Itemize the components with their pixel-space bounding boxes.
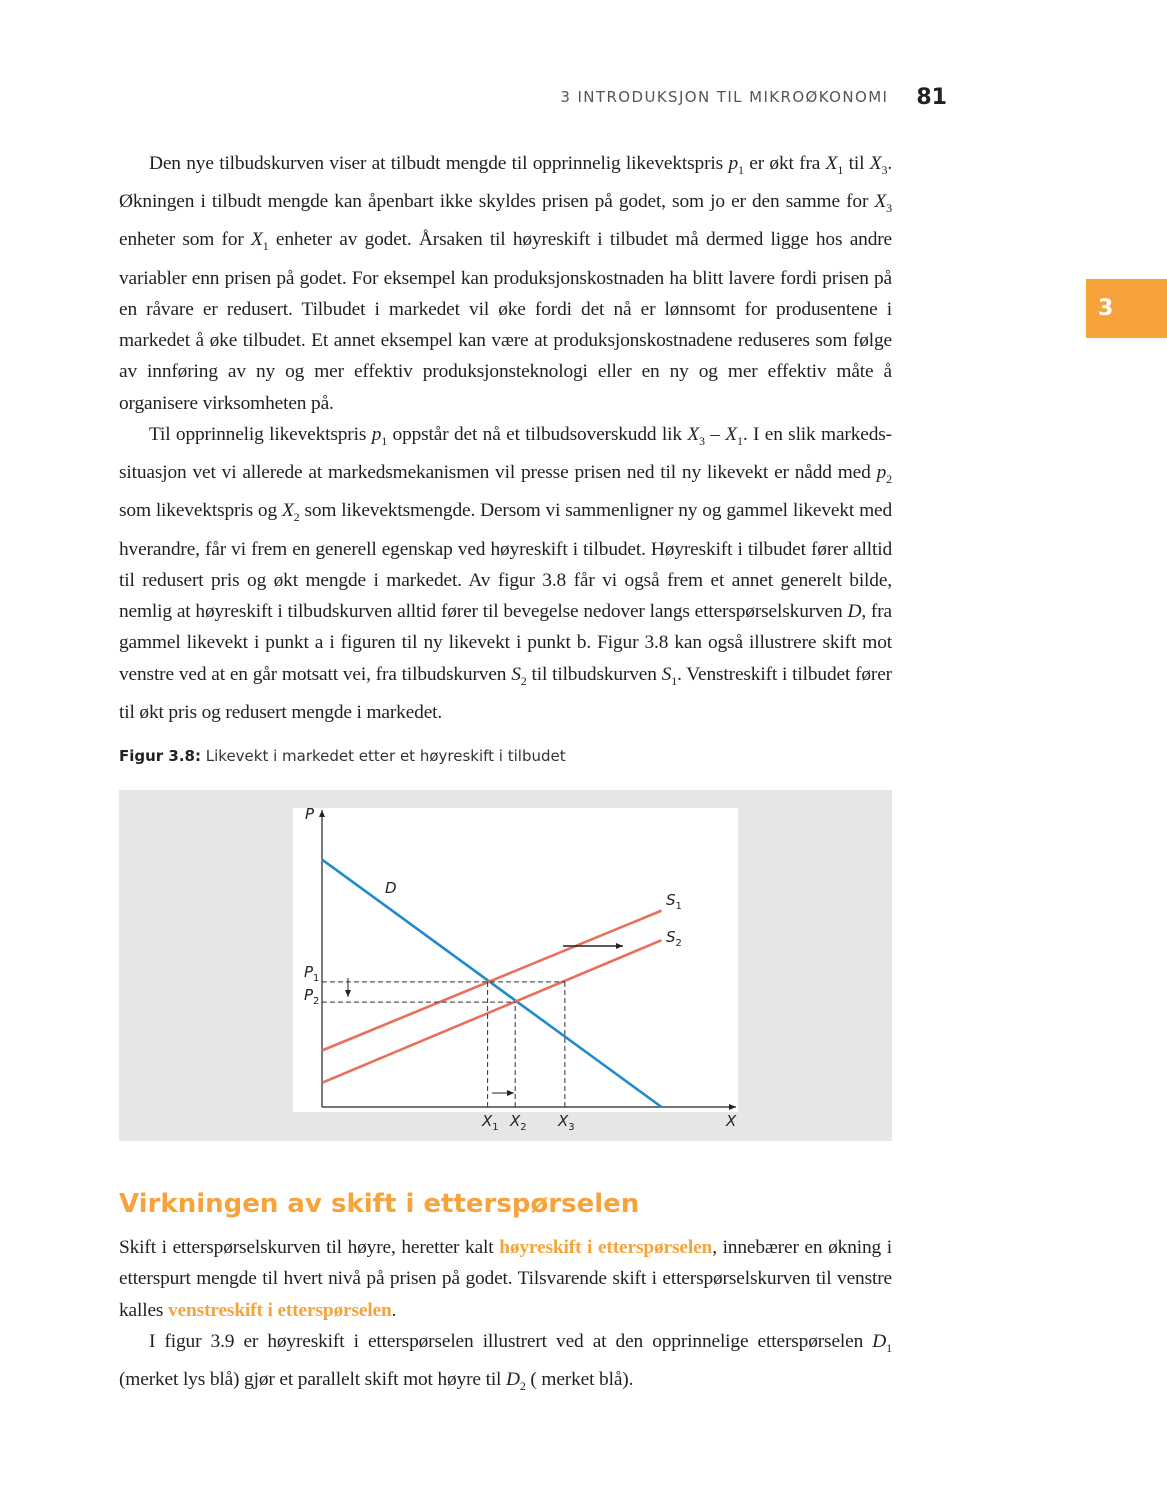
subscript: 1: [886, 1340, 892, 1355]
text-run: Til opprinnelig likevektspris: [149, 424, 372, 445]
text-run: .: [391, 1299, 397, 1321]
paragraph-4: [119, 1326, 892, 1402]
math-variable: D: [847, 601, 862, 623]
subscript: 2: [519, 1378, 526, 1393]
demand-curve-d: [322, 860, 661, 1107]
text-run: . I en slik markeds-situasjon vet vi allerede at markedsmekanismen vil presse prisen ned til ny likevekt er nådd med: [119, 424, 892, 484]
subscript: 1: [381, 433, 388, 448]
text-run: Skift i etterspørselskurven til høyre, heretter kalt: [119, 1237, 500, 1258]
chapter-tab[interactable]: 3: [1086, 279, 1167, 338]
label-s2: $S_2$: [666, 928, 682, 949]
text-run: I figur 3.9 er høyreskift i etterspørselen illustrert ved at den opprinnelige etterspørselen: [149, 1330, 873, 1352]
text-run: oppstår det nå et tilbudsoverskudd lik: [387, 424, 688, 445]
y-axis-label: P: [305, 805, 315, 823]
text-run: Den nye tilbudskurven viser at tilbudt mengde til opprinnelig likevektspris: [149, 153, 729, 174]
subscript: 3: [886, 201, 892, 216]
subscript: 1: [671, 673, 678, 688]
subscript: 2: [293, 510, 300, 525]
math-variable: D: [506, 1369, 520, 1391]
math-variable: X: [687, 424, 700, 445]
section-heading: Virkningen av skift i etterspørselen: [119, 1189, 640, 1219]
text-run: (merket lys blå) gjør et parallelt skift mot høyre til: [119, 1369, 506, 1391]
tick-label-x2: $X_2$: [510, 1112, 527, 1133]
subscript: 3: [881, 162, 888, 177]
math-variable: D: [872, 1330, 887, 1352]
math-variable: X: [869, 153, 882, 174]
text-run: , fra gammel likevekt i punkt a i figuren til ny likevekt i punkt b. Figur 3.8 kan også illustrere skift mot venstre ved at en går motsatt vei, fra tilbudskurven: [119, 601, 892, 685]
text-run: –: [704, 424, 726, 445]
subscript: 1: [837, 162, 844, 177]
x-axis-label: X: [726, 1112, 737, 1130]
math-variable: p: [371, 424, 382, 445]
subscript: 3: [699, 433, 705, 448]
math-variable: p: [876, 462, 887, 484]
text-run: som likevektspris og: [119, 500, 282, 522]
text-run: . Venstreskift i tilbudet fører til økt pris og redusert mengde i markedet.: [119, 663, 892, 723]
label-d: D: [385, 879, 397, 897]
math-variable: X: [251, 229, 263, 251]
supply-curve-s2: [322, 940, 661, 1083]
text-run: som likevektsmengde. Dersom vi sammenligner ny og gammel likevekt med hverandre, får vi frem en generell egenskap ved høyreskift i tilbudet. Høyreskift i tilbudet fører alltid til redusert pris og økt mengde i markedet. Av figur 3.8 får vi også frem et annet generelt bilde, nemlig at høyreskift i tilbudskurven alltid fører til bevegelse nedover langs etterspørselskurven: [119, 500, 893, 623]
math-variable: S: [661, 663, 672, 685]
text-run: . Økningen i tilbudt mengde kan åpenbart ikke skyldes prisen på godet, som jo er den samme for: [119, 153, 893, 213]
math-variable: X: [825, 153, 838, 174]
running-title: 3 INTRODUKSJON TIL MIKROØKONOMI: [560, 88, 889, 106]
paragraph-3: [119, 1232, 892, 1326]
tick-label-x1: $X_1$: [482, 1112, 499, 1133]
subscript: 2: [886, 472, 892, 487]
text-run: til tilbudskurven: [526, 663, 662, 685]
subscript: 1: [262, 239, 269, 254]
page-number: 81: [916, 84, 947, 110]
math-variable: p: [728, 153, 738, 174]
math-variable: X: [725, 424, 737, 445]
highlighted-term: venstreskift i etterspørselen: [168, 1299, 392, 1321]
math-variable: X: [874, 191, 887, 213]
math-variable: S: [511, 663, 521, 685]
text-run: , innebærer en økning i etterspurt mengde til hvert nivå på prisen på godet. Tilsvarende skift i etterspørselskurven til venstre kalles: [119, 1237, 893, 1321]
text-run: er økt fra: [743, 153, 826, 174]
text-run: ( merket blå).: [525, 1369, 634, 1391]
text-run: enheter av godet. Årsaken til høyreskift i tilbudet må dermed ligge hos andre variabler enn prisen på godet. For eksempel kan produksjonskostnaden ha blitt lavere fordi prisen på en råvare er redusert. Tilbudet i markedet vil øke fordi det nå er lønnsomt for produsentene i markedet å øke tilbudet. Et annet eksempel kan være at produksjonskostnadene reduseres som følge av innføring av ny og mer effektiv produksjonsteknologi eller en ny og mer effektiv måte å organisere virksomheten på.: [119, 229, 892, 414]
tick-label-x3: $X_3$: [558, 1112, 575, 1133]
math-variable: X: [281, 500, 294, 522]
subscript: 2: [520, 673, 527, 688]
figure-title: Likevekt i markedet etter et høyreskift i tilbudet: [201, 747, 566, 765]
label-s1: $S_1$: [666, 891, 682, 912]
body-text-bottom: [119, 1232, 892, 1402]
subscript: 1: [738, 162, 744, 177]
supply-curve-s1: [322, 911, 661, 1051]
text-run: enheter som for: [119, 229, 252, 251]
highlighted-term: høyreskift i etterspørselen: [499, 1237, 713, 1258]
tick-label-p2: $P_2$: [304, 986, 320, 1007]
figure-label: Figur 3.8:: [119, 747, 201, 765]
tick-label-p1: $P_1$: [304, 963, 320, 984]
text-run: til: [843, 153, 870, 174]
subscript: 1: [737, 433, 743, 448]
